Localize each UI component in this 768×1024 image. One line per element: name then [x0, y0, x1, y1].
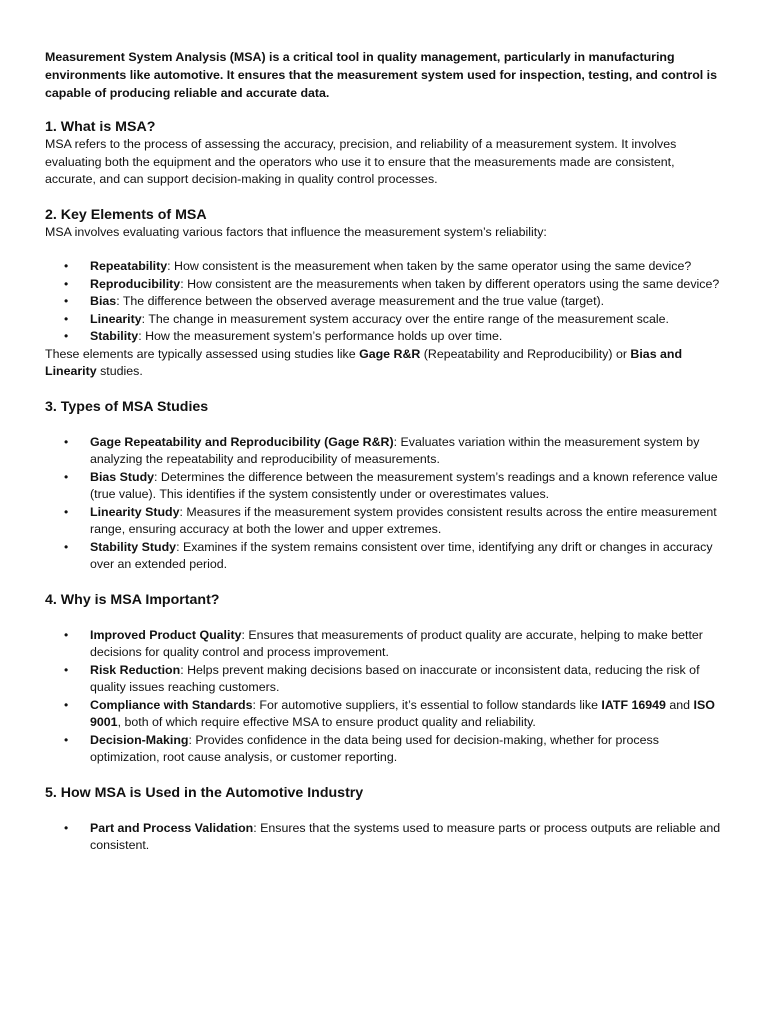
list-item: • Decision-Making: Provides confidence in the data being used for decision-making, whether for process optimization, root cause analysis, or customer reporting. [64, 732, 659, 764]
bullet-icon: • [64, 697, 69, 712]
list-item: • Reproducibility: How consistent are the measurements when taken by different operators using the same device? [45, 276, 725, 294]
list-item: • Compliance with Standards: For automotive suppliers, it’s essential to follow standards like IATF 16949 and ISO 9001, both of which require effective MSA to ensure product quality and reliability. [64, 697, 715, 729]
document-page [45, 45, 725, 855]
section-heading-why-important: 4. Why is MSA Important? [45, 591, 220, 608]
why-important-list [45, 627, 725, 767]
intro-paragraph: Measurement System Analysis (MSA) is a critical tool in quality management, particularly in manufacturing environments like automotive. It ensures that the measurement system used for inspection, testing, and control is capable of producing reliable and accurate data. [45, 50, 718, 100]
list-item: • Gage Repeatability and Reproducibility (Gage R&R): Evaluates variation within the measurement system by analyzing the repeatability and reproducibility of measurements. [64, 434, 700, 466]
section-heading-types-of-studies: 3. Types of MSA Studies [45, 398, 209, 415]
section-paragraph-key-elements: MSA involves evaluating various factors that influence the measurement system’s reliability: [45, 224, 547, 239]
bullet-icon: • [64, 539, 69, 554]
list-item: • Stability: How the measurement system’s performance holds up over time. [45, 328, 725, 346]
types-of-studies-list [45, 434, 725, 574]
list-item: • Linearity Study: Measures if the measurement system provides consistent results across the entire measurement range, ensuring accuracy at both the lower and upper extremes. [64, 504, 717, 536]
section-paragraph-what-is-msa: MSA refers to the process of assessing the accuracy, precision, and reliability of a measurement system. It involves evaluating both the equipment and the operators who use it to ensure that the measurements made are consistent, accurate, and can support decision-making in quality control processes. [45, 137, 677, 186]
automotive-use-list [45, 820, 725, 855]
list-item: • Bias Study: Determines the difference between the measurement system’s readings and a known reference value (true value). This identifies if the system consistently under or overestimates values. [64, 469, 718, 501]
list-item: • Improved Product Quality: Ensures that measurements of product quality are accurate, helping to make better decisions for quality control and process improvement. [64, 627, 703, 659]
bullet-icon: • [64, 732, 69, 747]
bullet-icon: • [64, 294, 69, 308]
list-item: • Stability Study: Examines if the system remains consistent over time, identifying any drift or changes in accuracy over an extended period. [64, 539, 713, 571]
section-heading-what-is-msa: 1. What is MSA? [45, 119, 156, 135]
bullet-icon: • [64, 259, 69, 273]
bullet-icon: • [64, 434, 69, 449]
key-elements-closing-paragraph: These elements are typically assessed using studies like Gage R&R (Repeatability and Reproducibility) or Bias and Linearity studies. [45, 346, 683, 378]
list-item: • Linearity: The change in measurement system accuracy over the entire range of the measurement scale. [45, 311, 725, 329]
list-item: • Risk Reduction: Helps prevent making decisions based on inaccurate or inconsistent data, reducing the risk of quality issues reaching customers. [64, 662, 700, 694]
bullet-icon: • [64, 662, 69, 677]
key-elements-list [45, 258, 725, 346]
bullet-icon: • [64, 627, 69, 642]
list-item: • Bias: The difference between the observed average measurement and the true value (target). [45, 293, 725, 311]
bullet-icon: • [64, 276, 69, 291]
bullet-icon: • [64, 311, 69, 326]
section-heading-key-elements: 2. Key Elements of MSA [45, 206, 207, 223]
bullet-icon: • [64, 329, 69, 343]
list-item: • Repeatability: How consistent is the measurement when taken by the same operator using the same device? [45, 258, 725, 276]
bullet-icon: • [64, 820, 69, 835]
bullet-icon: • [64, 504, 69, 519]
list-item: • Part and Process Validation: Ensures that the systems used to measure parts or process outputs are reliable and consistent. [64, 820, 721, 852]
section-heading-automotive-use: 5. How MSA is Used in the Automotive Industry [45, 784, 364, 801]
bullet-icon: • [64, 469, 69, 484]
